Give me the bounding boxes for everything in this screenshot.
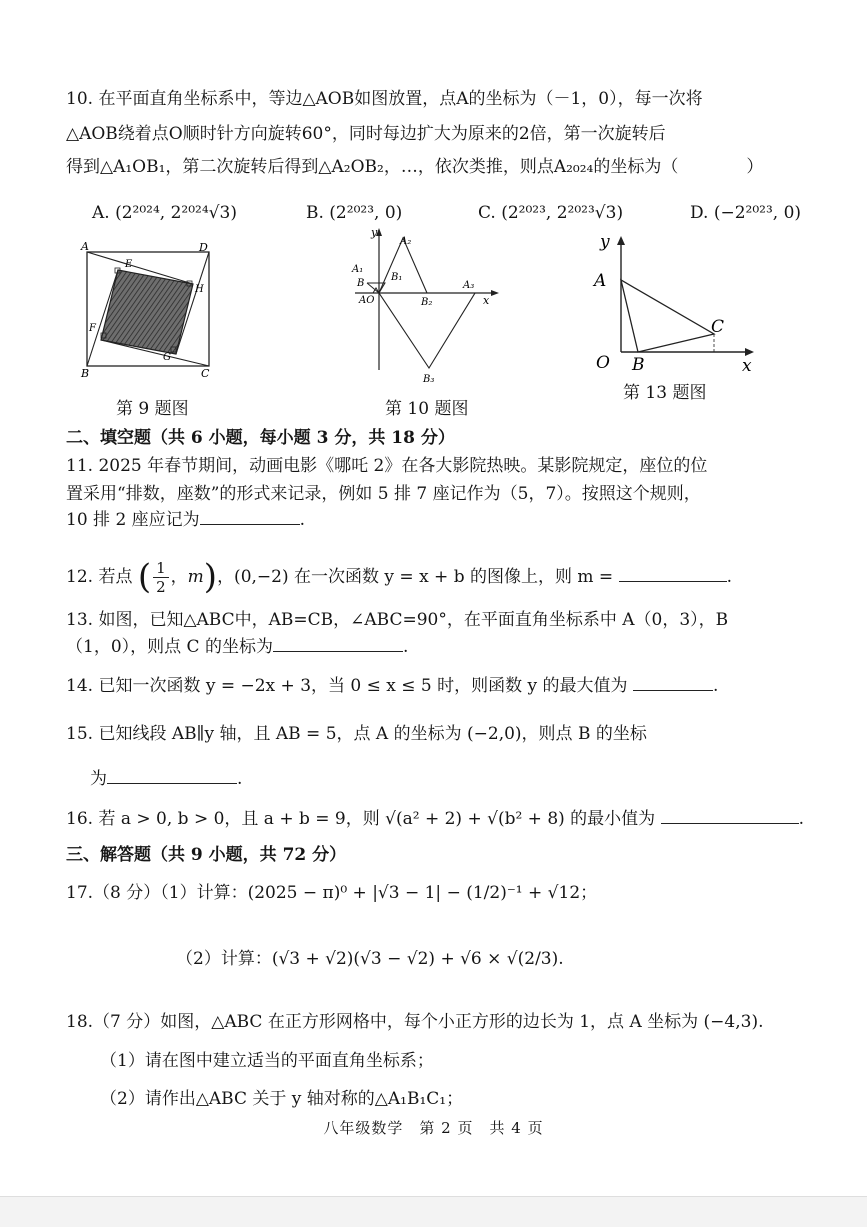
- fig10-caption: 第 10 题图: [385, 399, 469, 419]
- q12-prefix: 12. 若点: [66, 567, 133, 587]
- figure-13: [584, 228, 764, 378]
- q10-choice-b: B. (2²⁰²³, 0): [306, 203, 403, 223]
- q15-line2-text: 为: [90, 769, 107, 789]
- fig9-label-c: C: [201, 367, 210, 380]
- fig9-label-e: E: [125, 259, 133, 270]
- q18-sub1: （1）请在图中建立适当的平面直角坐标系；: [100, 1051, 434, 1071]
- q14-line: [66, 673, 718, 698]
- q10-line3: 得到△A₁OB₁，第二次旋转后得到△A₂OB₂，…，依次类推，则点A₂₀₂₄的坐标为（ ）: [66, 157, 764, 177]
- q10-line2: △AOB绕着点O顺时针方向旋转60°，同时每边扩大为原来的2倍，第一次旋转后: [66, 124, 666, 144]
- fig13-label-y: y: [600, 232, 610, 252]
- q12-rest: ，(0,−2) 在一次函数 y = x + b 的图像上，则 m =: [217, 567, 614, 587]
- fig10-label-b1: B₁: [391, 272, 403, 283]
- fig10-label-y: y: [371, 226, 378, 239]
- q11-line3-text: 10 排 2 座应记为: [66, 510, 200, 530]
- fig13-label-x: x: [742, 356, 752, 376]
- q11-answer-blank[interactable]: [200, 507, 300, 525]
- fig9-label-g: G: [163, 352, 171, 363]
- section3-title: 三、解答题（共 9 小题，共 72 分）: [66, 845, 347, 865]
- q14-end: .: [712, 676, 719, 696]
- section2-title: 二、填空题（共 6 小题，每小题 3 分，共 18 分）: [66, 428, 455, 448]
- q16-line: [66, 806, 804, 831]
- q18-line1: 18.（7 分）如图，△ABC 在正方形网格中，每个小正方形的边长为 1，点 A 坐标为 (−4,3).: [66, 1012, 764, 1032]
- fig9-caption: 第 9 题图: [116, 399, 189, 419]
- q14-text: 14. 已知一次函数 y = −2x + 3，当 0 ≤ x ≤ 5 时，则函数 y 的最大值为: [66, 676, 628, 696]
- fig10-label-a2: A₂: [400, 236, 412, 247]
- q10-line1: 10. 在平面直角坐标系中，等边△AOB如图放置，点A的坐标为（－1，0），每一次将: [66, 89, 703, 109]
- q13-answer-blank[interactable]: [273, 634, 403, 652]
- fig9-inner-square: [101, 270, 193, 354]
- q12-frac-den: 2: [156, 578, 166, 596]
- q12-fraction: [153, 559, 169, 596]
- q10-choice-d: D. (−2²⁰²³, 0): [690, 203, 802, 223]
- q16-end: .: [798, 809, 804, 829]
- q16-answer-blank[interactable]: [661, 806, 799, 824]
- fig9-label-h: H: [195, 284, 204, 295]
- fig13-label-b: B: [632, 355, 645, 375]
- q13-line2: [66, 634, 408, 659]
- fig9-label-b: B: [81, 367, 90, 380]
- fig13-label-a: A: [594, 271, 607, 291]
- fig13-caption: 第 13 题图: [623, 383, 707, 403]
- fig10-label-a1: A₁: [352, 264, 364, 275]
- q11-line2: 置采用“排数，座数”的形式来记录，例如 5 排 7 座记作为（5，7）。按照这个规则，: [66, 484, 701, 504]
- q11-line3: [66, 507, 305, 532]
- q15-answer-blank[interactable]: [107, 766, 237, 784]
- q16-text: 16. 若 a > 0, b > 0，且 a + b = 9，则 √(a² + 2) + √(b² + 8) 的最小值为: [66, 809, 656, 829]
- q13-line2-text: （1，0），则点 C 的坐标为: [66, 637, 273, 657]
- figure-10: [345, 222, 505, 388]
- q12-m: m: [187, 567, 204, 587]
- fig13-triangle: [621, 280, 714, 352]
- fig10-label-ao: AO: [359, 295, 375, 306]
- fig13-label-c: C: [711, 317, 725, 337]
- fig10-label-b2: B₂: [421, 297, 433, 308]
- q10-choice-a: A. (2²⁰²⁴, 2²⁰²⁴√3): [92, 203, 237, 223]
- q12-line: 12. 若点 ( $\frac{1}{2}$ ，m)，(0,−2) 在一次函数 y = x + b 的图像上，则 m = .: [66, 557, 732, 597]
- q12-frac-num: 1: [153, 559, 169, 578]
- q15-line2: [90, 766, 242, 791]
- q18-sub2: （2）请作出△ABC 关于 y 轴对称的△A₁B₁C₁；: [100, 1089, 464, 1109]
- fig10-label-b: B: [357, 278, 365, 289]
- fig9-label-f: F: [89, 323, 96, 334]
- q17-part2: （2）计算：(√3 + √2)(√3 − √2) + √6 × √(2/3).: [176, 949, 564, 969]
- q11-end: .: [299, 510, 306, 530]
- q11-line1: 11. 2025 年春节期间，动画电影《哪吒 2》在各大影院热映。某影院规定，座位的位: [66, 456, 708, 476]
- fig9-label-d: D: [199, 241, 208, 254]
- fig10-label-a3: A₃: [463, 280, 475, 291]
- q15-end: .: [237, 769, 243, 789]
- fig10-label-b3: B₃: [423, 374, 435, 385]
- q12-answer-blank[interactable]: [619, 564, 727, 582]
- fig10-label-x: x: [483, 294, 490, 307]
- fig9-label-a: A: [81, 240, 89, 253]
- q15-line1: 15. 已知线段 AB∥y 轴，且 AB = 5，点 A 的坐标为 (−2,0)，则点 B 的坐标: [66, 724, 647, 744]
- q14-answer-blank[interactable]: [633, 673, 713, 691]
- page-bottom-edge: [0, 1196, 867, 1227]
- q13-line1: 13. 如图，已知△ABC中，AB=CB，∠ABC=90°，在平面直角坐标系中 A（0，3），B: [66, 610, 729, 630]
- fig13-label-o: O: [596, 353, 610, 373]
- figure-9: [75, 240, 225, 380]
- q13-end: .: [402, 637, 409, 657]
- page-footer: 八年级数学 第 2 页 共 4 页: [323, 1119, 544, 1137]
- q17-part1: 17.（8 分）（1）计算：(2025 − π)⁰ + |√3 − 1| − (1/2)⁻¹ + √12；: [66, 883, 598, 903]
- q12-end: .: [726, 567, 732, 587]
- q10-choice-c: C. (2²⁰²³, 2²⁰²³√3): [478, 203, 624, 223]
